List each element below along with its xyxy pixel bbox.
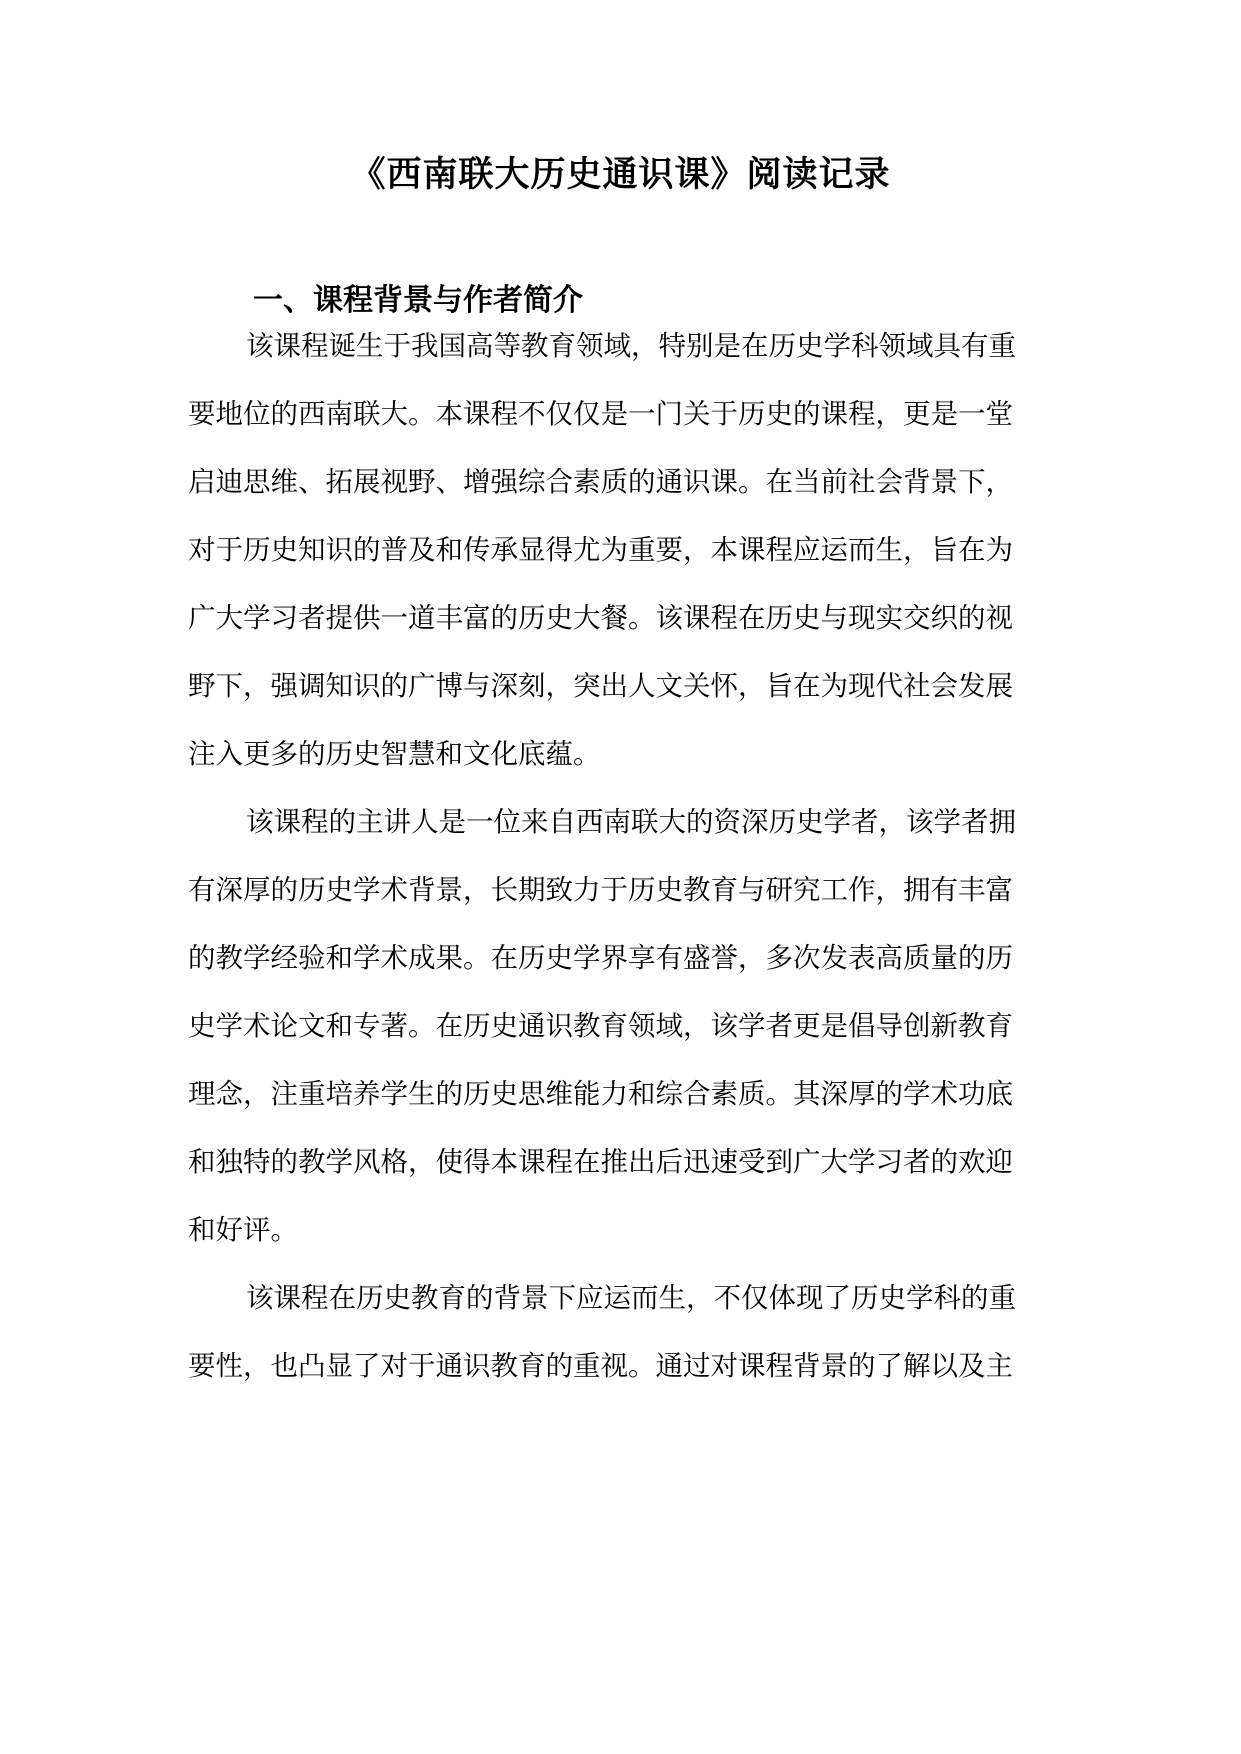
- paragraph-2-line-7: 和好评。: [188, 1214, 298, 1246]
- paragraph-1-line-6: 野下，强调知识的广博与深刻，突出人文关怀，旨在为现代社会发展: [188, 670, 1013, 702]
- section-heading: 一、课程背景与作者简介: [253, 283, 583, 318]
- paragraph-1-line-4: 对于历史知识的普及和传承显得尤为重要，本课程应运而生，旨在为: [188, 534, 1013, 566]
- paragraph-2-line-6: 和独特的教学风格，使得本课程在推出后迅速受到广大学习者的欢迎: [188, 1146, 1013, 1178]
- paragraph-1-line-1: 该课程诞生于我国高等教育领域，特别是在历史学科领域具有重: [246, 330, 1016, 362]
- paragraph-2-line-1: 该课程的主讲人是一位来自西南联大的资深历史学者，该学者拥: [246, 806, 1016, 838]
- paragraph-1-line-3: 启迪思维、拓展视野、增强综合素质的通识课。在当前社会背景下，: [188, 466, 1013, 498]
- paragraph-2-line-3: 的教学经验和学术成果。在历史学界享有盛誉，多次发表高质量的历: [188, 942, 1013, 974]
- paragraph-2-line-2: 有深厚的历史学术背景，长期致力于历史教育与研究工作，拥有丰富: [188, 874, 1013, 906]
- paragraph-1-line-7: 注入更多的历史智慧和文化底蕴。: [188, 738, 601, 770]
- paragraph-2-line-5: 理念，注重培养学生的历史思维能力和综合素质。其深厚的学术功底: [188, 1078, 1013, 1110]
- paragraph-3-line-1: 该课程在历史教育的背景下应运而生，不仅体现了历史学科的重: [246, 1282, 1016, 1314]
- paragraph-1-line-2: 要地位的西南联大。本课程不仅仅是一门关于历史的课程，更是一堂: [188, 398, 1013, 430]
- paragraph-3-line-2: 要性，也凸显了对于通识教育的重视。通过对课程背景的了解以及主: [188, 1350, 1013, 1382]
- document-title: 《西南联大历史通识课》阅读记录: [350, 154, 891, 195]
- paragraph-1-line-5: 广大学习者提供一道丰富的历史大餐。该课程在历史与现实交织的视: [188, 602, 1013, 634]
- paragraph-2-line-4: 史学术论文和专著。在历史通识教育领域，该学者更是倡导创新教育: [188, 1010, 1013, 1042]
